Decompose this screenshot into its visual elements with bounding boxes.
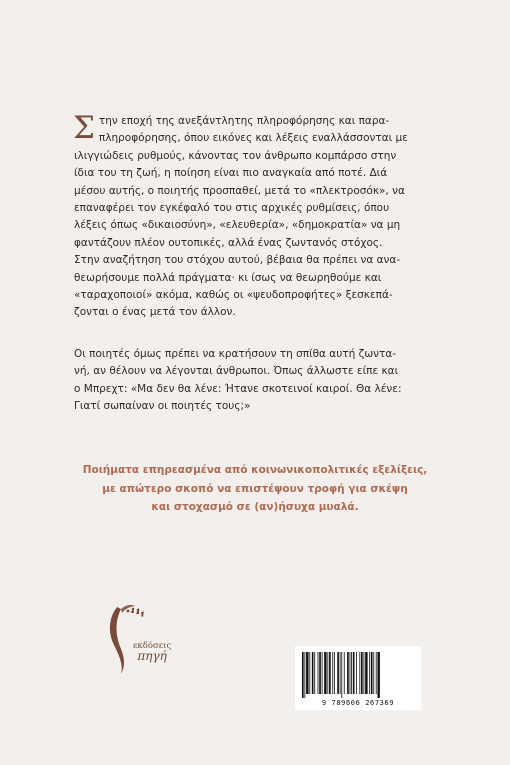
- barcode-bar: [365, 652, 367, 694]
- drop-cap: Σ: [73, 110, 95, 146]
- barcode-bar: [302, 652, 304, 698]
- brecht-line: ο Μπρεχτ: «Μα δεν θα λένε: Ήτανε σκοτεινοί καιροί. Θα λένε:: [74, 382, 402, 395]
- brecht-line: Γιατί σωπαίναν οι ποιητές τους;»: [74, 400, 251, 413]
- barcode-bars: [301, 652, 415, 698]
- publisher-name: [133, 641, 171, 661]
- barcode: [295, 646, 421, 710]
- barcode-bar: [332, 652, 333, 694]
- barcode-bar: [318, 652, 319, 694]
- barcode-bar: [350, 652, 351, 694]
- publisher-line2: πηγή: [137, 649, 167, 663]
- brecht-line: Οι ποιητές όμως πρέπει να κρατήσουν τη σπίθα αυτή ζωντα-: [74, 348, 397, 360]
- barcode-bar: [314, 652, 315, 694]
- blurb-line: και στοχασμό σε (αν)ήσυχα μυαλά.: [151, 501, 359, 513]
- intro-line: ιλιγγιώδεις ρυθμούς, κάνοντας τον άνθρωπο κομπάρσο στην: [74, 149, 397, 162]
- barcode-bar: [304, 652, 305, 698]
- barcode-bar: [319, 652, 321, 694]
- barcode-bar: [376, 652, 377, 694]
- barcode-bar: [377, 652, 379, 698]
- barcode-bar: [353, 652, 355, 694]
- barcode-bar: [312, 652, 314, 694]
- barcode-bar: [306, 652, 308, 694]
- intro-line: λέξεις όπως «δικαιοσύνη», «ελευθερία», «δημοκρατία» να μη: [74, 219, 401, 232]
- publisher-line1: εκδόσεις: [133, 641, 172, 651]
- barcode-bar: [347, 652, 349, 694]
- intro-line: πληροφόρησης, όπου εικόνες και λέξεις εναλλάσσονται με: [98, 132, 408, 145]
- barcode-number: 9 789606 267369: [321, 699, 395, 707]
- barcode-bar: [369, 652, 370, 694]
- intro-line: Στην αναζήτηση του στόχου αυτού, βέβαια θα πρέπει να ανα-: [74, 254, 401, 267]
- barcode-bar: [361, 652, 363, 694]
- blurb: [60, 461, 450, 517]
- barcode-bar: [341, 652, 342, 698]
- barcode-bar: [327, 652, 328, 694]
- barcode-bar: [329, 652, 331, 694]
- barcode-bar: [344, 652, 345, 694]
- blurb-line: με απώτερο σκοπό να επιστέψουν τροφή για σκέψη: [102, 482, 408, 495]
- barcode-bar: [371, 652, 373, 694]
- barcode-bar: [351, 652, 352, 694]
- intro-line: θεωρήσουμε πολλά πράγματα· κι ίσως να θεωρηθούμε και: [74, 271, 382, 284]
- barcode-bar: [309, 652, 310, 694]
- brecht-paragraph: [74, 346, 434, 416]
- barcode-bar: [364, 652, 365, 694]
- barcode-bar: [322, 652, 323, 694]
- barcode-bar: [373, 652, 374, 694]
- brecht-line: νή, αν θέλουν να λέγονται άνθρωποι. Όπως άλλωστε είπε και: [74, 365, 399, 378]
- intro-line: μέσου αυτής, ο ποιητής προσπαθεί, μετά το «πλεκτροσόκ», να: [74, 184, 405, 197]
- intro-paragraph: [73, 110, 434, 322]
- barcode-bar: [334, 652, 335, 694]
- barcode-bar: [359, 652, 360, 694]
- blurb-line: Ποιήματα επηρεασμένα από κοινωνικοπολιτικές εξελίξεις,: [82, 464, 428, 476]
- intro-line: την εποχή της ανεξάντλητης πληροφόρησης και παρα-: [98, 115, 390, 127]
- barcode-bar: [340, 652, 341, 694]
- barcode-bar: [356, 652, 357, 694]
- publisher-logo-icon: [95, 603, 175, 675]
- intro-line: «ταραχοποιοί» ακόμα, καθώς οι «ψευδοπροφήτες» ξεσκεπά-: [74, 289, 393, 302]
- intro-line: ίδια του τη ζωή, η ποίηση είναι πιο αναγκαία από ποτέ. Διά: [74, 167, 388, 180]
- barcode-bar: [324, 652, 326, 694]
- intro-line: επαναφέρει τον εγκέφαλό του στις αρχικές ρυθμίσεις, όπου: [74, 202, 390, 215]
- barcode-bar: [337, 652, 339, 694]
- intro-line: φαντάζουν πλέον ουτοπικές, αλλά ένας ζωντανός στόχος.: [74, 236, 383, 249]
- intro-line: ζονται ο ένας μετά τον άλλον.: [74, 306, 236, 319]
